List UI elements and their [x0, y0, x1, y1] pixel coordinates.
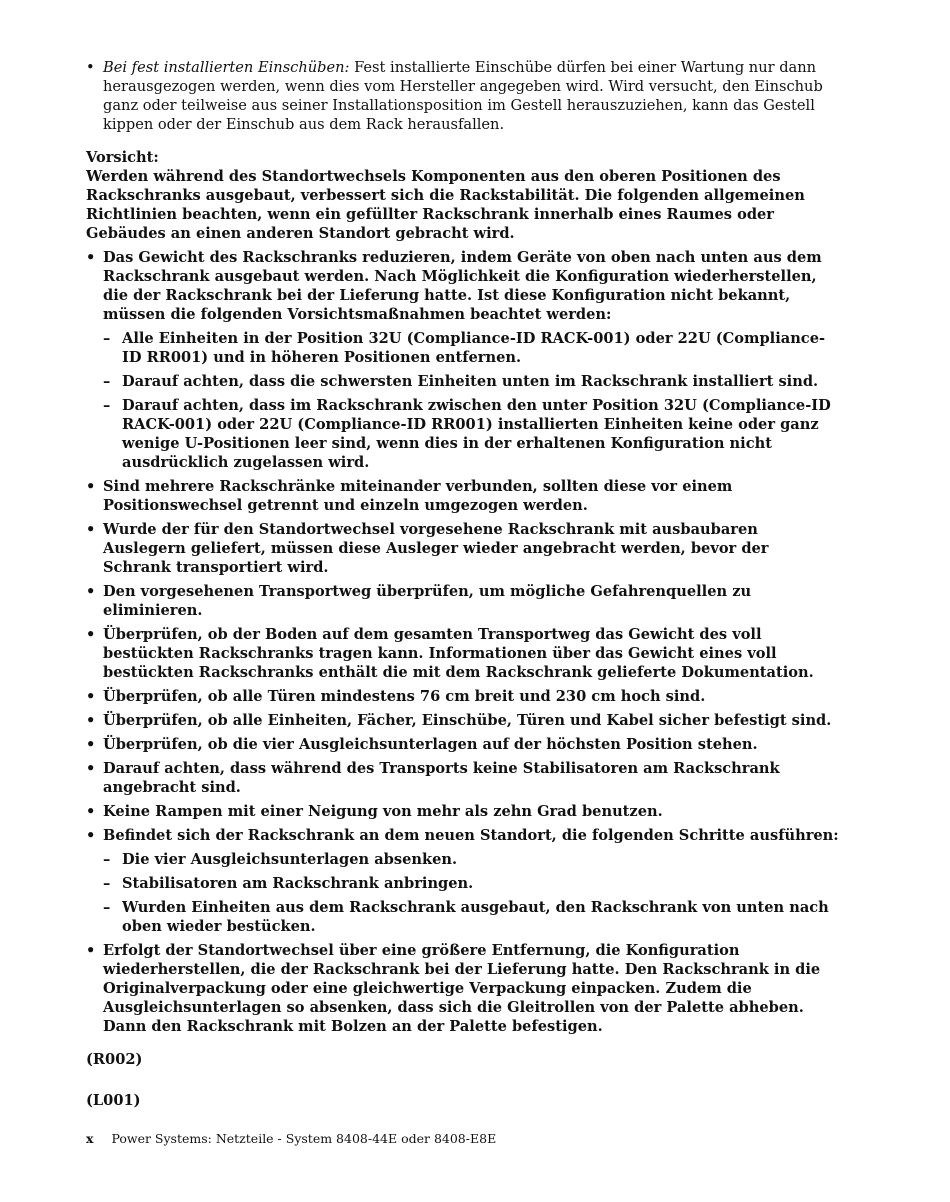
list-item: [86, 520, 841, 577]
list-item-text: Überprüfen, ob alle Einheiten, Fächer, Einschübe, Türen und Kabel sicher befestigt sind.: [103, 712, 832, 729]
list-item: [86, 687, 841, 706]
sub-list-item: [103, 898, 841, 936]
caution-body: Werden während des Standortwechsels Komponenten aus den oberen Positionen des Rackschranks ausgebaut, verbessert sich die Rackstabilität. Die folgenden allgemeinen Richtlinien beachten, wenn ein gefüllter Rackschrank innerhalb eines Raumes oder Gebäudes an einen anderen Standort gebracht wird.: [86, 168, 805, 242]
caution-list: [86, 248, 841, 1036]
list-item-text: Sind mehrere Rackschränke miteinander verbunden, sollten diese vor einem Positionswechsel getrennt und einzeln umgezogen werden.: [103, 478, 733, 514]
bullet-glyph: •: [86, 626, 96, 643]
bullet-glyph: •: [86, 736, 96, 753]
list-item: [86, 826, 841, 936]
sub-list: [103, 850, 841, 936]
list-item: [86, 759, 841, 797]
list-item-text: Überprüfen, ob die vier Ausgleichsunterlagen auf der höchsten Position stehen.: [103, 736, 758, 753]
list-item-text: Keine Rampen mit einer Neigung von mehr als zehn Grad benutzen.: [103, 803, 663, 820]
sub-list-item-text: Die vier Ausgleichsunterlagen absenken.: [122, 851, 458, 868]
bullet-glyph: •: [86, 760, 96, 777]
sub-list-item-text: Darauf achten, dass im Rackschrank zwischen den unter Position 32U (Compliance-ID RACK-001) oder 22U (Compliance-ID RR001) installierten Einheiten keine oder ganz wenige U-Positionen leer sind, wenn dies in der erhaltenen Konfiguration nicht ausdrücklich zugelassen wird.: [122, 397, 831, 471]
list-item: [86, 248, 841, 472]
sub-list-item: [103, 396, 841, 472]
sub-list-item: [103, 850, 841, 869]
bullet-glyph: •: [86, 688, 96, 705]
caution-heading: Vorsicht:: [86, 149, 159, 166]
bullet-glyph: •: [86, 942, 96, 959]
list-item: [86, 802, 841, 821]
list-item-text: Das Gewicht des Rackschranks reduzieren, indem Geräte von oben nach unten aus dem Rackschrank ausgebaut werden. Nach Möglichkeit die Konfiguration wiederherstellen, die der Rackschrank bei der Lieferung hatte. Ist diese Konfiguration nicht bekannt, müssen die folgenden Vorsichtsmaßnahmen beachtet werden:: [103, 249, 822, 323]
list-item-text: Überprüfen, ob alle Türen mindestens 76 cm breit und 230 cm hoch sind.: [103, 688, 706, 705]
bullet-glyph: •: [86, 583, 96, 600]
intro-bullet: [86, 58, 841, 134]
sub-list: [103, 329, 841, 472]
reference-l001: (L001): [86, 1092, 141, 1109]
bullet-glyph: •: [86, 478, 96, 495]
page-content: [86, 58, 841, 1110]
reference-r002: (R002): [86, 1051, 143, 1068]
sub-list-item-text: Wurden Einheiten aus dem Rackschrank ausgebaut, den Rackschrank von unten nach oben wieder bestücken.: [122, 899, 829, 935]
sub-list-item-text: Stabilisatoren am Rackschrank anbringen.: [122, 875, 474, 892]
sub-list-item: [103, 874, 841, 893]
sub-list-item: [103, 329, 841, 367]
dash-glyph: –: [103, 899, 111, 916]
dash-glyph: –: [103, 875, 111, 892]
dash-glyph: –: [103, 851, 111, 868]
page-number: x: [86, 1131, 94, 1146]
page-footer: [86, 1131, 496, 1147]
dash-glyph: –: [103, 330, 111, 347]
list-item-text: Wurde der für den Standortwechsel vorgesehene Rackschrank mit ausbaubaren Auslegern geliefert, müssen diese Ausleger wieder angebracht werden, bevor der Schrank transportiert wird.: [103, 521, 769, 576]
dash-glyph: –: [103, 397, 111, 414]
sub-list-item-text: Alle Einheiten in der Position 32U (Compliance-ID RACK-001) oder 22U (Compliance-ID RR001) und in höheren Positionen entfernen.: [122, 330, 826, 366]
list-item-text: Überprüfen, ob der Boden auf dem gesamten Transportweg das Gewicht des voll bestückten Rackschranks tragen kann. Informationen über das Gewicht eines voll bestückten Rackschranks enthält die mit dem Rackschrank gelieferte Dokumentation.: [103, 626, 814, 681]
bullet-glyph: •: [86, 59, 95, 76]
list-item-text: Befindet sich der Rackschrank an dem neuen Standort, die folgenden Schritte ausführen:: [103, 827, 839, 844]
bullet-glyph: •: [86, 249, 96, 266]
sub-list-item: [103, 372, 841, 391]
list-item: [86, 711, 841, 730]
bullet-glyph: •: [86, 803, 96, 820]
footer-title: Power Systems: Netzteile - System 8408-44E oder 8408-E8E: [111, 1131, 497, 1146]
intro-label: Bei fest installierten Einschüben:: [103, 59, 350, 76]
list-item: [86, 735, 841, 754]
list-item-text: Darauf achten, dass während des Transports keine Stabilisatoren am Rackschrank angebracht sind.: [103, 760, 780, 796]
list-item: [86, 582, 841, 620]
list-item-text: Erfolgt der Standortwechsel über eine größere Entfernung, die Konfiguration wiederherstellen, die der Rackschrank bei der Lieferung hatte. Den Rackschrank in die Originalverpackung oder eine gleichwertige Verpackung einpacken. Zudem die Ausgleichsunterlagen so absenken, dass sich die Gleitrollen von der Palette abheben. Dann den Rackschrank mit Bolzen an der Palette befestigen.: [103, 942, 821, 1035]
dash-glyph: –: [103, 373, 111, 390]
list-item-text: Den vorgesehenen Transportweg überprüfen, um mögliche Gefahrenquellen zu eliminieren.: [103, 583, 752, 619]
intro-text: Fest installierte Einschübe dürfen bei einer Wartung nur dann herausgezogen werden, wenn dies vom Hersteller angegeben wird. Wird versucht, den Einschub ganz oder teilweise aus seiner Installationsposition im Gestell herauszuziehen, kann das Gestell kippen oder der Einschub aus dem Rack herausfallen.: [103, 59, 823, 133]
bullet-glyph: •: [86, 521, 96, 538]
sub-list-item-text: Darauf achten, dass die schwersten Einheiten unten im Rackschrank installiert sind.: [122, 373, 819, 390]
list-item: [86, 477, 841, 515]
list-item: [86, 625, 841, 682]
list-item: [86, 941, 841, 1036]
bullet-glyph: •: [86, 827, 96, 844]
bullet-glyph: •: [86, 712, 96, 729]
